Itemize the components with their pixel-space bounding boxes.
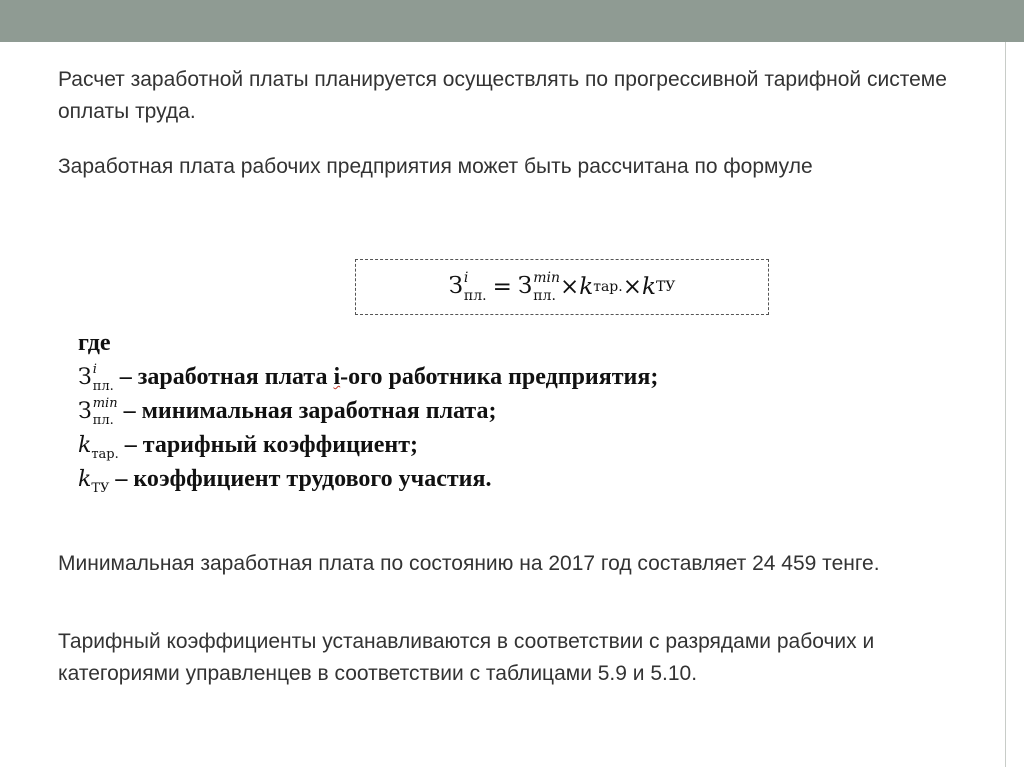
definition-text-i: i xyxy=(333,364,341,390)
paragraph-formula-intro: Заработная плата рабочих предприятия может быть рассчитана по формуле xyxy=(58,155,813,178)
formula-k-tar: k xyxy=(579,274,594,300)
sym-base: k xyxy=(78,433,92,458)
paragraph-tariff: Тарифный коэффициенты устанавливаются в соответствии с разрядами рабочих и категориями управленцев в соответствии с таблицами 5.9 и 5.10. xyxy=(58,630,875,685)
formula-min-sub: пл. xyxy=(533,288,556,304)
sym-base: З xyxy=(78,399,92,424)
formula-lhs xyxy=(448,270,487,304)
paragraph-min-salary: Минимальная заработная плата по состоянию на 2017 год составляет 24 459 тенге. xyxy=(58,552,880,575)
definition-row-k-tar xyxy=(78,428,798,462)
definition-text: -ого работника предприятия; xyxy=(340,364,659,390)
formula-equals: = xyxy=(492,274,512,300)
definition-symbol-k-tu xyxy=(78,467,110,496)
definitions-where: где xyxy=(78,330,111,356)
formula-times-2: × xyxy=(622,274,643,300)
definition-symbol-lhs xyxy=(78,362,114,394)
formula-k-tar-sub: тар. xyxy=(593,279,623,295)
sym-sub: пл. xyxy=(92,379,114,394)
definition-row-min-salary xyxy=(78,394,798,428)
formula-min-sup: min xyxy=(533,270,560,286)
top-bar xyxy=(0,0,1024,42)
sym-sub: пл. xyxy=(92,413,114,428)
sym-base: З xyxy=(78,365,92,390)
definition-text: – тарифный коэффициент; xyxy=(118,432,418,458)
sym-sup: i xyxy=(92,362,97,377)
formula-min-base: З xyxy=(517,273,533,299)
formula-min xyxy=(517,270,560,304)
formula-lhs-base: З xyxy=(448,273,463,299)
definition-text: – минимальная заработная плата; xyxy=(117,398,497,424)
formula-k-tu: k xyxy=(642,274,656,300)
definition-text: – коэффициент трудового участия. xyxy=(109,466,492,492)
right-divider xyxy=(1005,42,1006,767)
sym-sub: ТУ xyxy=(91,481,110,496)
formula-lhs-sup: i xyxy=(463,270,469,286)
definitions-list xyxy=(78,326,798,496)
definition-row-salary-i xyxy=(78,360,798,394)
definition-text: – заработная плата xyxy=(113,364,334,390)
formula-box xyxy=(355,259,769,315)
formula-lhs-sub: пл. xyxy=(463,288,487,304)
formula-k-tu-sub: ТУ xyxy=(655,279,676,295)
sym-base: k xyxy=(78,467,92,492)
formula-times-1: × xyxy=(560,274,580,300)
definition-symbol-k-tar xyxy=(78,433,119,462)
paragraph-intro: Расчет заработной платы планируется осуществлять по прогрессивной тарифной системе оплаты труда. xyxy=(58,68,947,123)
sym-sub: тар. xyxy=(91,447,119,462)
sym-sup: min xyxy=(92,396,118,411)
definition-row-k-tu xyxy=(78,462,798,496)
definition-symbol-min xyxy=(78,396,118,428)
